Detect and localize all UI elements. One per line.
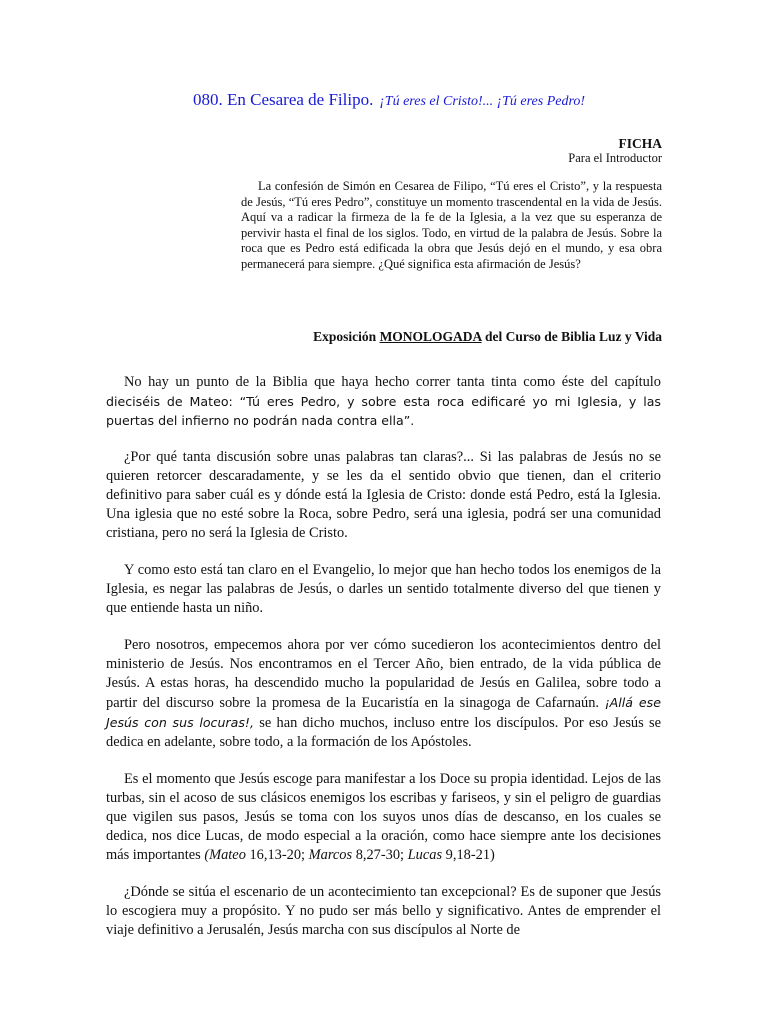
ref-lucas: Lucas (407, 847, 443, 863)
ref-mateo: (Mateo (204, 847, 246, 863)
paragraph-1-rest: dieciséis de Mateo: “Tú eres Pedro, y sobre esta roca edificaré yo mi Iglesia, y las puertas del infierno no podrán nada contra ella”. (106, 394, 661, 428)
ref-lucas-num: 9,18-21) (442, 847, 495, 863)
exposicion-pre: Exposición (313, 329, 380, 344)
body-text (106, 372, 661, 958)
paragraph-4-start: Pero nosotros, empecemos ahora por ver cómo sucedieron los acontecimientos dentro del ministerio de Jesús. Nos encontramos en el Tercer Año, bien entrado, de la vida pública de Jesús. A estas horas, ha descendido mucho la popularidad de Jesús en Galilea, sobre todo a partir del discurso sobre la promesa de la Eucaristía en la sinagoga de Cafarnaún. (106, 637, 661, 711)
ref-marcos-num: 8,27-30; (352, 847, 408, 863)
title-subtitle: ¡Tú eres el Cristo!... ¡Tú eres Pedro! (379, 94, 586, 109)
exposicion-heading (313, 329, 662, 345)
summary-paragraph: La confesión de Simón en Cesarea de Filipo, “Tú eres el Cristo”, y la respuesta de Jesús, “Tú eres Pedro”, constituye un momento trascendental en la vida de Jesús. Aquí va a radicar la firmeza de la fe de la Iglesia, a la vez que su esperanza de pervivir hasta el final de los siglos. Todo, en virtud de la palabra de Jesús. Sobre la roca que es Pedro está edificada la obra que Jesús dejó en el mundo, y esa obra permanecerá para siempre. ¿Qué significa esta afirmación de Jesús? (241, 179, 662, 271)
paragraph-4-end: se han dicho muchos, incluso entre los discípulos. Por eso Jesús se dedica en adelante, sobre todo, a la formación de los Apóstoles. (106, 715, 661, 750)
exposicion-post: del Curso de Biblia Luz y Vida (481, 329, 662, 344)
paragraph-4 (106, 636, 661, 752)
document-title (193, 90, 585, 110)
paragraph-6: ¿Dónde se sitúa el escenario de un acontecimiento tan excepcional? Es de suponer que Jesús lo escogiera muy a propósito. Y no pudo ser más bello y significativo. Antes de emprender el viaje definitivo a Jerusalén, Jesús marcha con sus discípulos al Norte de (106, 884, 661, 938)
ref-mateo-num: 16,13-20; (245, 847, 309, 863)
ficha-subtitle: Para el Introductor (568, 151, 662, 165)
paragraph-4-quote: ¡Allá ese Jesús con sus locuras!, (106, 695, 661, 730)
title-text: 080. En Cesarea de Filipo. (193, 90, 374, 109)
paragraph-1-start: No hay un punto de la Biblia que haya hecho correr tanta tinta como éste del capítulo (124, 374, 661, 390)
paragraph-3: Y como esto está tan claro en el Evangelio, lo mejor que han hecho todos los enemigos de la Iglesia, es negar las palabras de Jesús, o darles un sentido totalmente diverso del que tienen y que entiende hasta un niño. (106, 562, 661, 616)
ficha-label: FICHA (618, 136, 662, 151)
paragraph-2: ¿Por qué tanta discusión sobre unas palabras tan claras?... Si las palabras de Jesús no se quieren retorcer descaradamente, y se les da el sentido obvio que tienen, dan el criterio definitivo para saber cuál es y dónde está la Iglesia de Cristo: donde está Pedro, está la Iglesia. Una iglesia que no esté sobre la Roca, sobre Pedro, será una iglesia, podrá ser una comunidad cristiana, pero no será la Iglesia de Cristo. (106, 449, 661, 541)
ref-marcos: Marcos (308, 847, 353, 863)
paragraph-1 (106, 372, 661, 430)
exposicion-underlined: MONOLOGADA (379, 329, 482, 344)
paragraph-5 (106, 770, 661, 865)
paragraph-5-start: Es el momento que Jesús escoge para manifestar a los Doce su propia identidad. Lejos de las turbas, sin el acoso de sus clásicos enemigos los escribas y fariseos, y sin el peligro de guardias que vigilen sus pasos, Jesús se toma con los suyos unos días de descanso, en los cuales se dedica, nos dice Lucas, de modo especial a la oración, como hace siempre ante los decisiones más importantes (106, 771, 661, 863)
